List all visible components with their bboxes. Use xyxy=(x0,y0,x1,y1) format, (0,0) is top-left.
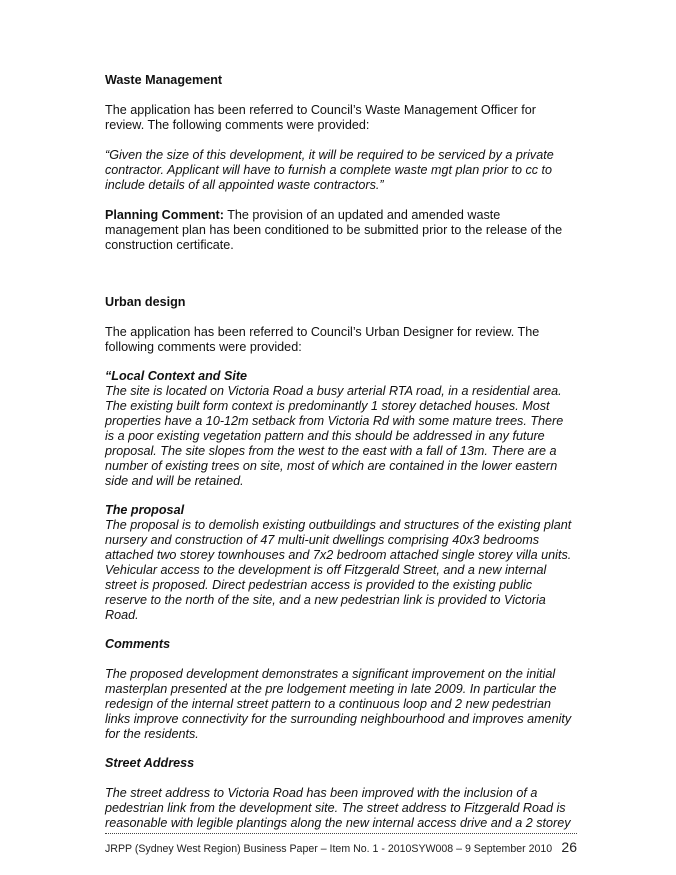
paragraph: The proposed development demonstrates a significant improvement on the initial masterplan presented at the pre lodgement meeting in late 2009. In particular the redesign of the internal street pattern to a continuous loop and 2 new pedestrian links improve connectivity for the surrounding neighbourhood and improves amenity for the residents. xyxy=(105,667,572,741)
page-body xyxy=(105,73,575,831)
planning-comment xyxy=(105,208,575,253)
waste-management-section xyxy=(105,73,575,253)
section-heading: Waste Management xyxy=(105,73,223,87)
paragraph: The street address to Victoria Road has been improved with the inclusion of a pedestrian link from the development site. The street address to Fitzgerald Road is reasonable with legible plantings along the new internal access drive and a 2 storey xyxy=(105,786,571,830)
paragraph: The site is located on Victoria Road a busy arterial RTA road, in a residential area. The existing built form context is predominantly 1 storey detached houses. Most properties have a 10-12m setback from Victoria Rd with some mature trees. There is a poor existing vegetation pattern and this should be addressed in any future proposal. The site slopes from the west to the east with a fall of 13m. There are a number of existing trees on site, most of which are contained in the lower eastern side and will be retained. xyxy=(105,384,564,488)
paragraph: The proposal is to demolish existing outbuildings and structures of the existing plant nursery and construction of 47 multi-unit dwellings comprising 40x3 bedrooms attached two storey townhouses and 7x2 bedroom attached single storey villa units. Vehicular access to the development is off Fitzgerald Street, and a new internal street is proposed. Direct pedestrian access is provided to the existing public reserve to the north of the site, and a new pedestrian link is provided to Victoria Road. xyxy=(105,518,572,622)
subheading: Comments xyxy=(105,637,171,651)
subheading: The proposal xyxy=(105,503,185,517)
paragraph: The application has been referred to Council’s Urban Designer for review. The following comments were provided: xyxy=(105,325,540,354)
footer-text: JRPP (Sydney West Region) Business Paper – Item No. 1 - 2010SYW008 – 9 September 2010 xyxy=(105,843,553,855)
urban-design-section xyxy=(105,295,575,831)
page-footer xyxy=(105,833,577,855)
section-heading: Urban design xyxy=(105,295,186,309)
planning-comment-text: The provision of an updated and amended waste management plan has been conditioned to be submitted prior to the release of the construction certificate. xyxy=(105,208,563,252)
paragraph: The application has been referred to Council’s Waste Management Officer for review. The following comments were provided: xyxy=(105,103,536,132)
subheading: Street Address xyxy=(105,756,195,770)
quoted-comment: “Given the size of this development, it will be required to be serviced by a private contractor. Applicant will have to furnish a complete waste mgt plan prior to cc to include details of all appointed waste contractors.” xyxy=(105,148,554,192)
page-number: 26 xyxy=(561,839,577,855)
subheading: “Local Context and Site xyxy=(105,369,248,383)
planning-comment-label: Planning Comment: xyxy=(105,208,224,222)
